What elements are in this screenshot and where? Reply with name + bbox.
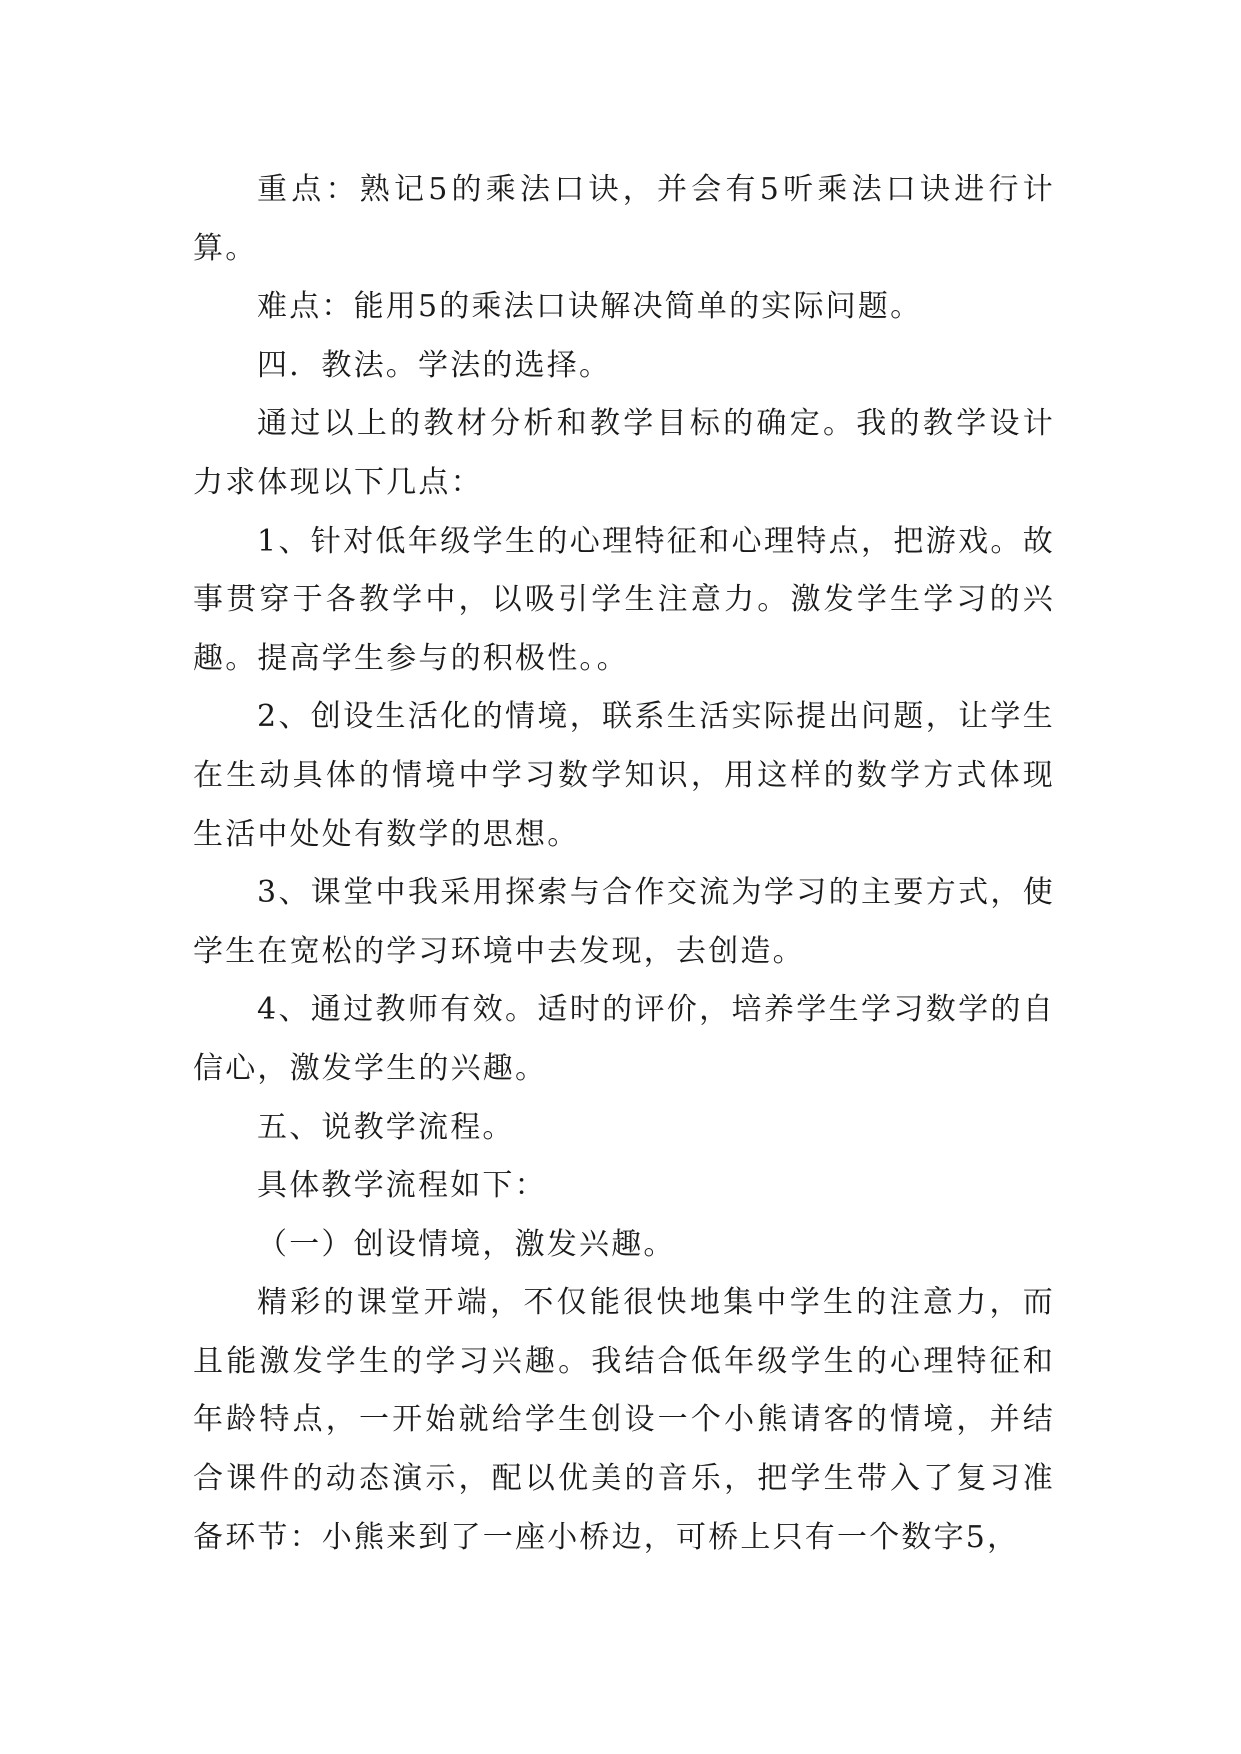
paragraph-key-point: 重点：熟记5的乘法口诀，并会有5听乘法口诀进行计算。 xyxy=(193,172,1055,266)
subsection-heading-1: （一）创设情境，激发兴趣。 xyxy=(257,1226,676,1262)
list-item-point-3: 3、课堂中我采用探索与合作交流为学习的主要方式，使学生在宽松的学习环境中去发现，去创造。 xyxy=(193,875,1055,969)
list-item-point-1: 1、针对低年级学生的心理特征和心理特点，把游戏。故事贯穿于各教学中，以吸引学生注意力。激发学生学习的兴趣。提高学生参与的积极性。。 xyxy=(193,523,1055,676)
document-page xyxy=(193,161,1055,1567)
list-item-point-2: 2、创设生活化的情境，联系生活实际提出问题，让学生在生动具体的情境中学习数学知识，用这样的数学方式体现生活中处处有数学的思想。 xyxy=(193,699,1055,852)
section-heading-teaching-methods: 四．教法。学法的选择。 xyxy=(257,347,612,383)
paragraph-process-intro: 具体教学流程如下： xyxy=(257,1168,547,1204)
section-heading-teaching-process: 五、说教学流程。 xyxy=(257,1109,515,1145)
paragraph-design-intro: 通过以上的教材分析和教学目标的确定。我的教学设计力求体现以下几点： xyxy=(193,406,1055,500)
list-item-point-4: 4、通过教师有效。适时的评价，培养学生学习数学的自信心，激发学生的兴趣。 xyxy=(193,992,1055,1086)
paragraph-opening-description: 精彩的课堂开端，不仅能很快地集中学生的注意力，而且能激发学生的学习兴趣。我结合低年级学生的心理特征和年龄特点，一开始就给学生创设一个小熊请客的情境，并结合课件的动态演示，配以优美的音乐，把学生带入了复习准备环节：小熊来到了一座小桥边，可桥上只有一个数字5， xyxy=(193,1285,1055,1555)
paragraph-difficult-point: 难点：能用5的乘法口诀解决简单的实际问题。 xyxy=(257,289,923,325)
